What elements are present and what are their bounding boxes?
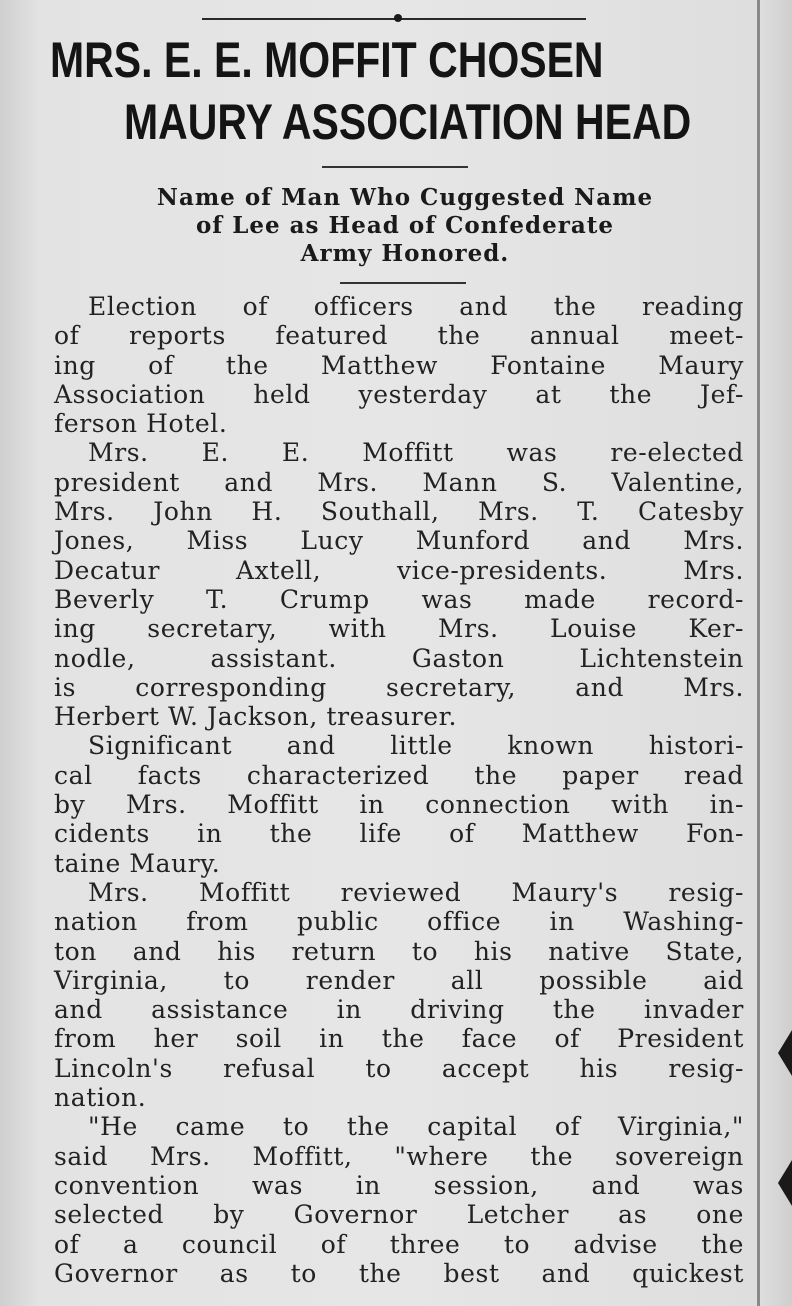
headline-divider-rule [322,166,468,168]
subhead-line-3: Army Honored. [300,240,510,267]
article-line: nodle, assistant. Gaston Lichtenstein [54,643,744,673]
article-line: ton and his return to his native State, [54,936,744,966]
subhead-line-1: Name of Man Who Cuggested Name [156,184,654,211]
subhead-line-2: of Lee as Head of Confederate [195,212,615,239]
article-line: Association held yesterday at the Jef- [54,379,744,409]
article-line: Significant and little known histori- [88,731,744,761]
article-line: convention was in session, and was [54,1170,744,1200]
headline-line-1: MRS. E. E. MOFFIT CHOSEN [50,32,604,88]
article-line: from her soil in the face of President [54,1024,744,1054]
column-border [757,0,760,1306]
article-line: of reports featured the annual meet- [54,321,744,351]
article-line: cidents in the life of Matthew Fon- [54,819,744,849]
article-line: ferson Hotel. [54,409,228,439]
article-line: nation. [54,1083,147,1113]
margin-ornament [778,1160,792,1206]
article-line: Lincoln's refusal to accept his resig- [54,1053,744,1083]
article-line: Beverly T. Crump was made record- [54,584,744,614]
article-line: Election of officers and the reading [88,292,744,321]
article-line: ing of the Matthew Fontaine Maury [54,350,744,380]
article-line: Decatur Axtell, vice-presidents. Mrs. [54,555,744,585]
article-line: said Mrs. Moffitt, "where the sovereign [54,1141,744,1171]
subhead-divider-rule [340,282,466,284]
article-line: Herbert W. Jackson, treasurer. [54,702,457,732]
article-line: is corresponding secretary, and Mrs. [54,672,744,702]
article-line: president and Mrs. Mann S. Valentine, [54,467,744,497]
margin-ornament [778,1030,792,1076]
article-line: Mrs. Moffitt reviewed Maury's resig- [88,877,744,907]
article-line: Mrs. E. E. Moffitt was re-elected [88,438,744,468]
article-line: selected by Governor Letcher as one [54,1200,744,1230]
article-line: nation from public office in Washing- [54,907,744,937]
article-line: cal facts characterized the paper read [54,760,744,790]
article-line: Mrs. John H. Southall, Mrs. T. Catesby [54,497,744,527]
article-line: of a council of three to advise the [54,1229,744,1259]
headline-line-2: MAURY ASSOCIATION HEAD [124,94,692,150]
article-body [54,292,744,1288]
article-line: ing secretary, with Mrs. Louise Ker- [54,614,744,644]
article-line: "He came to the capital of Virginia," [88,1112,744,1142]
article-line: Jones, Miss Lucy Munford and Mrs. [54,526,744,556]
article-line: by Mrs. Moffitt in connection with in- [54,790,744,820]
article-line: Governor as to the best and quickest [54,1258,744,1288]
article-line: taine Maury. [54,848,221,878]
top-divider-ornament [394,14,402,22]
article-line: Virginia, to render all possible aid [54,965,744,995]
article-line: and assistance in driving the invader [54,995,744,1025]
